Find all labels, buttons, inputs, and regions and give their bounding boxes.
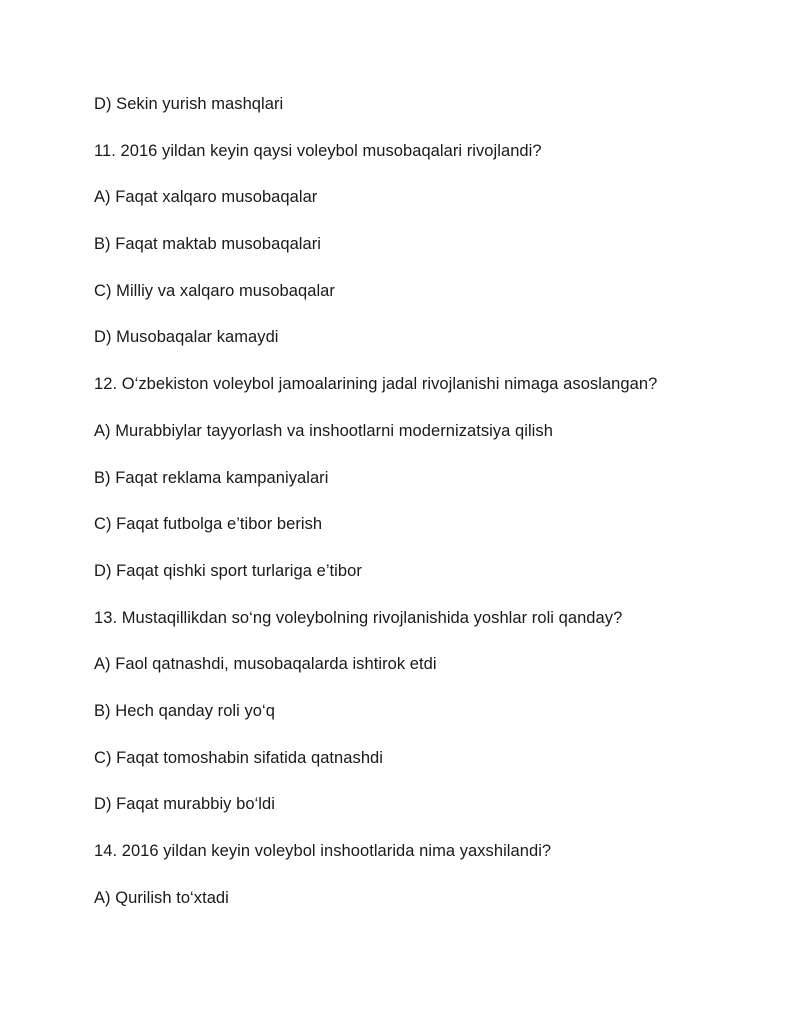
answer-option: A) Qurilish to‘xtadi: [94, 888, 229, 907]
answer-option: A) Faqat xalqaro musobaqalar: [94, 188, 318, 207]
answer-option: D) Sekin yurish mashqlari: [94, 95, 284, 113]
answer-option: C) Faqat tomoshabin sifatida qatnashdi: [94, 748, 383, 767]
question-14: 14. 2016 yildan keyin voleybol inshootlarida nima yaxshilandi?: [94, 842, 552, 860]
answer-option: D) Faqat murabbiy bo‘ldi: [94, 795, 275, 814]
answer-option: D) Musobaqalar kamaydi: [94, 328, 279, 347]
answer-option: C) Milliy va xalqaro musobaqalar: [94, 281, 335, 300]
answer-option: C) Faqat futbolga e’tibor berish: [94, 515, 323, 534]
question-list: [94, 93, 734, 933]
answer-option: B) Faqat reklama kampaniyalari: [94, 468, 329, 487]
answer-option: A) Faol qatnashdi, musobaqalarda ishtirok etdi: [94, 655, 437, 674]
question-12: 12. O‘zbekiston voleybol jamoalarining jadal rivojlanishi nimaga asoslangan?: [94, 375, 658, 394]
question-11: 11. 2016 yildan keyin qaysi voleybol musobaqalari rivojlandi?: [94, 141, 542, 160]
answer-option: A) Murabbiylar tayyorlash va inshootlarni modernizatsiya qilish: [94, 421, 553, 440]
answer-option: D) Faqat qishki sport turlariga e’tibor: [94, 561, 362, 580]
answer-option: B) Hech qanday roli yo‘q: [94, 701, 275, 720]
answer-option: B) Faqat maktab musobaqalari: [94, 235, 322, 254]
question-13: 13. Mustaqillikdan so‘ng voleybolning rivojlanishida yoshlar roli qanday?: [94, 608, 623, 627]
